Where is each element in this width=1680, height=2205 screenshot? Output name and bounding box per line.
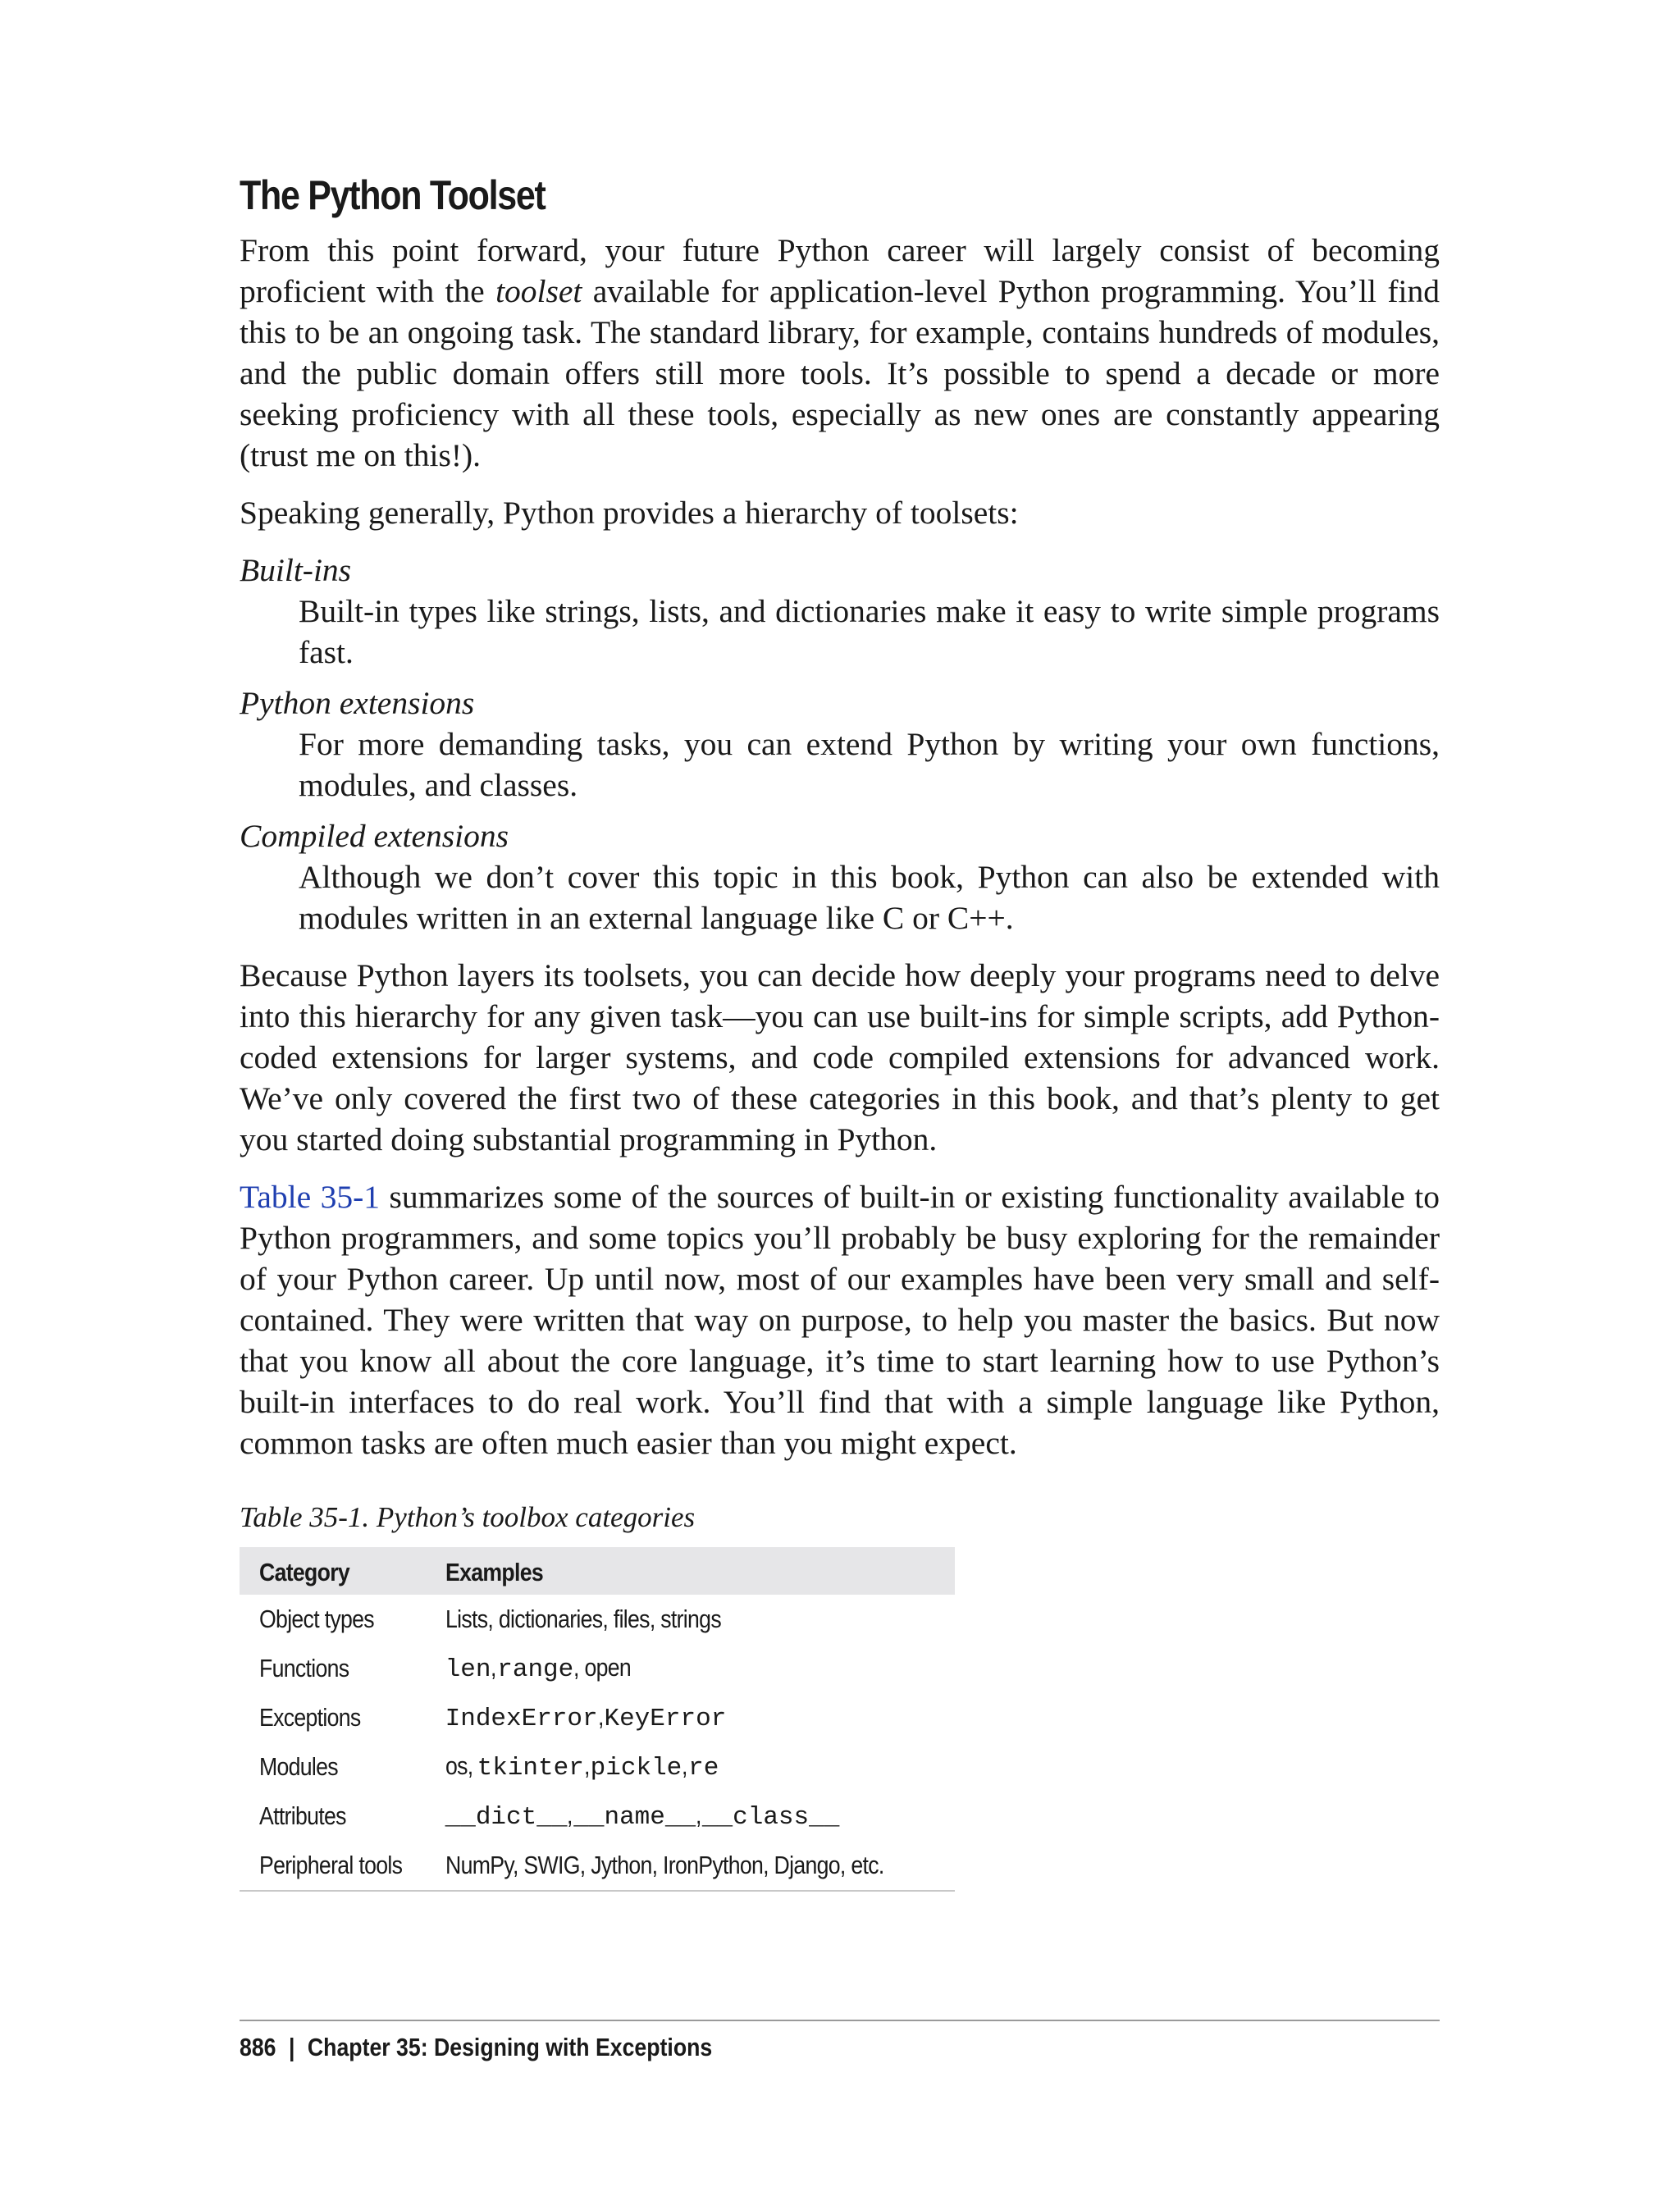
chapter-title: Chapter 35: Designing with Exceptions bbox=[307, 2033, 713, 2061]
cell-examples: IndexError,KeyError bbox=[445, 1701, 727, 1733]
paragraph-table-intro-text: summarizes some of the sources of built-in or existing functionality available to Python programmers, and some topics you’ll probably be busy exploring for the remainder of your Python career. Up until now, most of our examples have been very small and self-contained. They were written that way on purpose, to help you master the basics. But now that you know all about the core language, it’s time to start learning how to use Python’s built-in interfaces to do real work. You’ll find that with a simple language like Python, common tasks are often much easier than you might expect. bbox=[240, 1178, 1440, 1461]
footer-divider bbox=[240, 2020, 1440, 2021]
paragraph-hierarchy: Speaking generally, Python provides a hierarchy of toolsets: bbox=[240, 494, 1019, 531]
table-row bbox=[240, 1792, 955, 1841]
cell-examples: len,range, open bbox=[445, 1652, 632, 1684]
cell-category: Attributes bbox=[259, 1801, 346, 1830]
toolbox-table bbox=[240, 1547, 955, 1892]
table-row bbox=[240, 1693, 955, 1742]
cell-examples: Lists, dictionaries, files, strings bbox=[445, 1604, 721, 1633]
table-row bbox=[240, 1742, 955, 1792]
cell-category: Modules bbox=[259, 1751, 338, 1781]
cell-examples: __dict__,__name__,__class__ bbox=[445, 1800, 840, 1832]
paragraph-intro bbox=[240, 230, 1440, 476]
paragraph-layers: Because Python layers its toolsets, you can decide how deeply your programs need to delve into this hierarchy for any given task—you can use built-ins for simple scripts, add Python-coded extensions for larger systems, and code compiled extensions for advanced work. We’ve only covered the first two of these categories in this book, and that’s plenty to get you started doing substantial programming in Python. bbox=[240, 956, 1440, 1157]
table-reference-link[interactable]: Table 35-1 bbox=[240, 1178, 381, 1215]
toolset-term-builtins: Built-ins bbox=[240, 551, 352, 588]
table-row bbox=[240, 1644, 955, 1693]
cell-examples: os,tkinter,pickle,re bbox=[445, 1751, 719, 1783]
toolset-desc-builtins: Built-in types like strings, lists, and dictionaries make it easy to write simple programs fast. bbox=[299, 592, 1440, 670]
page-footer bbox=[240, 2033, 712, 2062]
page-body bbox=[240, 172, 1440, 1892]
toolset-term-python-extensions: Python extensions bbox=[240, 684, 475, 721]
section-heading: The Python Toolset bbox=[240, 172, 546, 218]
cell-examples: NumPy, SWIG, Jython, IronPython, Django, etc. bbox=[426, 1841, 956, 1891]
table-header-row bbox=[240, 1547, 955, 1595]
cell-category: Functions bbox=[259, 1653, 349, 1682]
emphasis-toolset: toolset bbox=[495, 272, 582, 309]
cell-category: Peripheral tools bbox=[240, 1841, 426, 1891]
toolset-desc-python-extensions: For more demanding tasks, you can extend Python by writing your own functions, modules, and classes. bbox=[299, 725, 1440, 803]
cell-category: Exceptions bbox=[259, 1702, 361, 1732]
paragraph-intro-text-b: available for application-level Python programming. You’ll find this to be an ongoing task. The standard library, for example, contains hundreds of modules, and the public domain offers still more tools. It’s possible to spend a decade or more seeking proficiency with all these tools, especially as new ones are constantly appearing (trust me on this!). bbox=[240, 272, 1440, 473]
paragraph-intro-text-a: From this point forward, your future Python career will largely consist of becoming proficient with the bbox=[240, 231, 1440, 309]
page-number: 886 bbox=[240, 2033, 276, 2061]
table-caption: Table 35-1. Python’s toolbox categories bbox=[240, 1500, 696, 1533]
toolset-term-compiled-extensions: Compiled extensions bbox=[240, 817, 509, 854]
column-header-examples: Examples bbox=[426, 1547, 956, 1595]
paragraph-table-intro bbox=[240, 1176, 1440, 1463]
toolset-list bbox=[240, 550, 1440, 938]
cell-category: Object types bbox=[259, 1604, 374, 1633]
toolset-desc-compiled-extensions: Although we don’t cover this topic in this book, Python can also be extended with modules written in an external language like C or C++. bbox=[299, 858, 1440, 936]
table-row bbox=[240, 1595, 955, 1644]
footer-separator: | bbox=[288, 2033, 295, 2061]
table-row bbox=[240, 1841, 955, 1891]
column-header-category: Category bbox=[240, 1547, 426, 1595]
